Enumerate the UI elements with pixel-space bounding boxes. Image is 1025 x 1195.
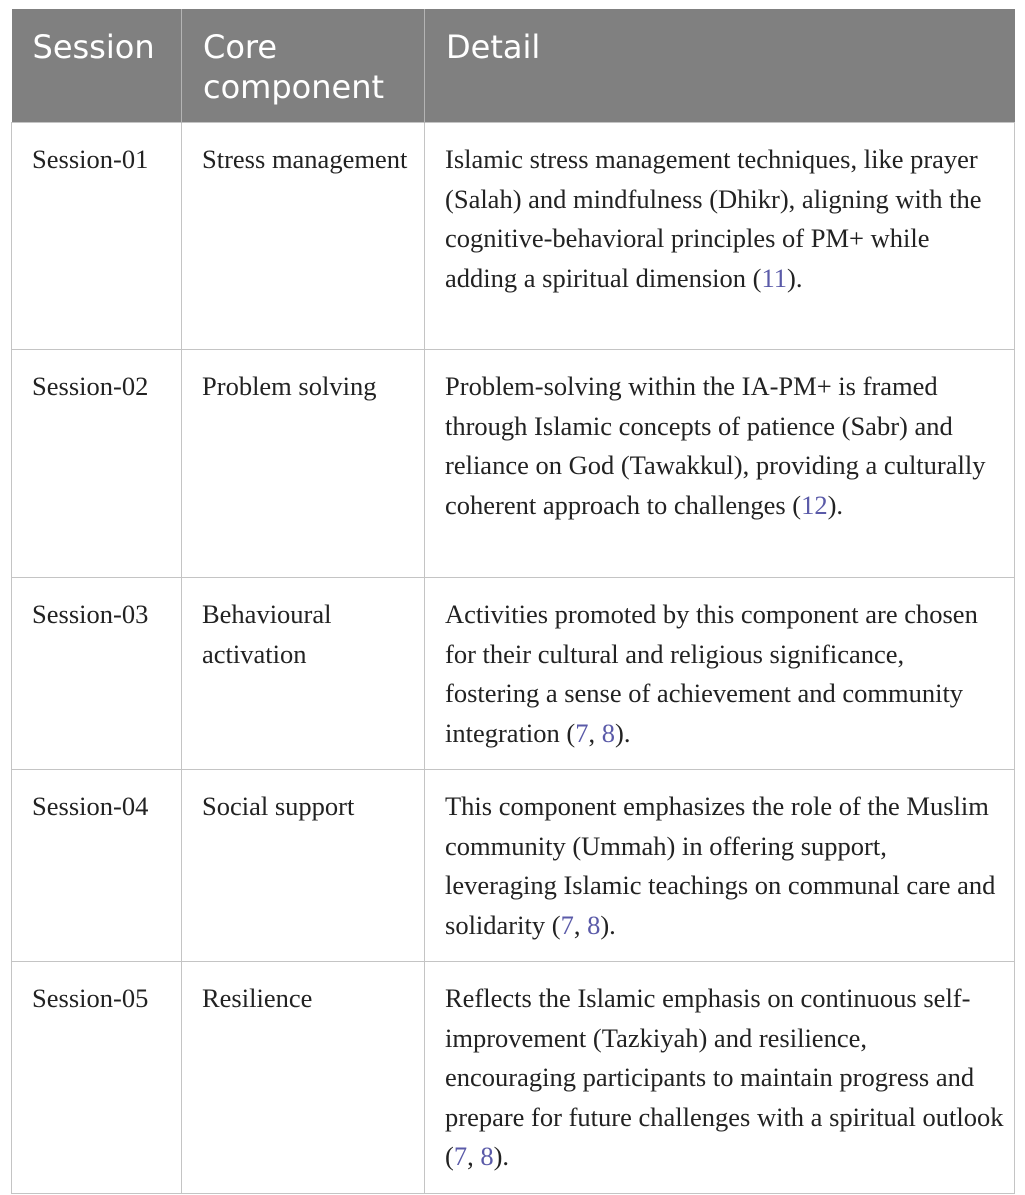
table-row: [12, 770, 1015, 962]
session-cell: Session-04: [12, 770, 182, 962]
table-row: [12, 350, 1015, 578]
component-cell: Behavioural activation: [182, 578, 425, 770]
ref-separator: ,: [467, 1141, 481, 1171]
session-cell: Session-01: [12, 123, 182, 350]
detail-end: ).: [615, 717, 631, 748]
component-cell: Stress management: [182, 123, 425, 350]
reference-link[interactable]: 7: [575, 717, 589, 748]
reference-link[interactable]: 8: [480, 1141, 494, 1171]
detail-cell: [425, 123, 1015, 350]
sessions-table: [11, 9, 1015, 1194]
detail-cell: [425, 770, 1015, 962]
detail-cell: [425, 578, 1015, 770]
session-cell: Session-03: [12, 578, 182, 770]
detail-cell: [425, 350, 1015, 578]
component-cell: Social support: [182, 770, 425, 962]
detail-cell: [425, 962, 1015, 1194]
component-cell: Problem solving: [182, 350, 425, 578]
detail-text: Activities promoted by this component are chosen for their cultural and religious significance, fostering a sense of achievement and community integration (: [445, 599, 978, 748]
reference-link[interactable]: 8: [601, 717, 615, 748]
detail-text: Islamic stress management techniques, like prayer (Salah) and mindfulness (Dhikr), aligning with the cognitive-behavioral principles of PM+ while adding a spiritual dimension (: [445, 144, 982, 293]
detail-text: Problem-solving within the IA-PM+ is framed through Islamic concepts of patience (Sabr) and reliance on God (Tawakkul), providing a culturally coherent approach to challenges (: [445, 371, 986, 520]
component-cell: Resilience: [182, 962, 425, 1194]
table-row: [12, 962, 1015, 1194]
header-session: Session: [12, 9, 182, 123]
detail-end: ).: [787, 262, 803, 293]
session-cell: Session-02: [12, 350, 182, 578]
header-detail: Detail: [425, 9, 1015, 123]
ref-separator: ,: [588, 717, 602, 748]
detail-text: Reflects the Islamic emphasis on continuous self-improvement (Tazkiyah) and resilience, encouraging participants to maintain progress and prepare for future challenges with a spiritual outlook (: [445, 983, 1004, 1171]
ref-separator: ,: [573, 909, 588, 940]
reference-link[interactable]: 7: [560, 909, 574, 940]
reference-link[interactable]: 11: [761, 262, 788, 293]
detail-end: ).: [827, 489, 844, 520]
detail-text: This component emphasizes the role of the Muslim community (Ummah) in offering support, leveraging Islamic teachings on communal care and solidarity (: [445, 791, 996, 940]
table-header-row: [12, 9, 1015, 123]
detail-end: ).: [600, 909, 616, 940]
reference-link[interactable]: 12: [801, 489, 828, 520]
reference-link[interactable]: 7: [453, 1141, 468, 1171]
table-row: [12, 578, 1015, 770]
table-row: [12, 123, 1015, 350]
reference-link[interactable]: 8: [587, 909, 601, 940]
header-core-component: Core component: [182, 9, 425, 123]
session-cell: Session-05: [12, 962, 182, 1194]
detail-end: ).: [493, 1141, 510, 1171]
